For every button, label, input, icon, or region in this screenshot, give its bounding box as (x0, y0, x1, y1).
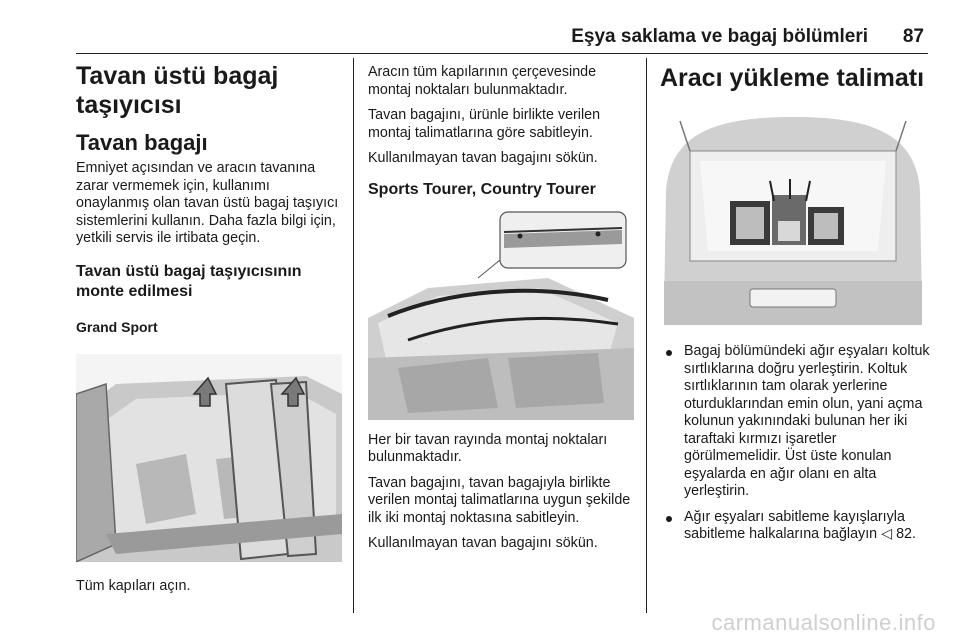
bullet-icon (666, 350, 672, 356)
paragraph: Kullanılmayan tavan bagajını sökün. (368, 535, 598, 551)
page-number: 87 (902, 26, 924, 47)
header-rule (76, 53, 928, 54)
loading-instructions-list (660, 343, 930, 544)
bullet-icon (666, 516, 672, 522)
roof-rail-illustration (368, 208, 634, 420)
subsection-title: Tavan bagajı (76, 130, 208, 155)
column-divider (353, 58, 354, 613)
paragraph: Aracın tüm kapılarının çerçevesinde montaj noktaları bulunmaktadır. (368, 64, 597, 98)
paragraph: Her bir tavan rayında montaj noktaları bulunmaktadır. (368, 431, 608, 465)
column-divider (646, 58, 647, 613)
model-heading: Grand Sport (76, 318, 158, 335)
watermark: carmanualsonline.info (711, 610, 936, 635)
list-item (660, 509, 930, 544)
column-2 (368, 58, 634, 561)
cargo-loading-illustration (660, 111, 926, 329)
section-title: Tavan üstü bagaj taşıyıcısı (76, 62, 279, 119)
column-3 (660, 58, 930, 552)
paragraph: Tavan bagajını, tavan bagajıyla birlikte verilen montaj talimatlarına uygun şekilde ilk iki montaj noktasına sabitleyin. (368, 474, 631, 526)
paragraph: Kullanılmayan tavan bagajını sökün. (368, 150, 598, 166)
list-item-text: Ağır eşyaları sabitleme kayışlarıyla sabitleme halkalarına bağlayın ◁ 82. (684, 508, 916, 542)
column-1 (76, 58, 342, 603)
page-header (76, 26, 928, 56)
list-item-text: Bagaj bölümündeki ağır eşyaları koltuk sırtlıklarına doğru yerleştirin. Koltuk sırtlıklarının tam olarak yerlerine oturduklarından emin olun, yani açma kolunun yakınındaki bulunan her iki taraftaki kırmızı işaretler görülmemelidir. Üst üste konulan eşyalarda en ağır olanı en alta yerleştirin. (684, 343, 930, 499)
model-heading: Sports Tourer, Country Tourer (368, 180, 596, 198)
list-item (660, 343, 930, 501)
figure-caption: Tüm kapıları açın. (76, 577, 191, 594)
intro-paragraph: Emniyet açısından ve aracın tavanına zarar vermemek için, kullanımı onaylanmış olan tavan üstü bagaj taşıyıcı sistemlerini kullanın. Daha fazla bilgi için, yetkili servis ile irtibata geçin. (76, 160, 339, 246)
section-title: Aracı yükleme talimatı (660, 64, 925, 92)
install-heading: Tavan üstü bagaj taşıyıcısının monte edilmesi (76, 262, 302, 300)
paragraph: Tavan bagajını, ürünle birlikte verilen montaj talimatlarına göre sabitleyin. (368, 107, 601, 141)
car-doors-open-illustration (76, 354, 342, 562)
header-title: Eşya saklama ve bagaj bölümleri (571, 26, 868, 47)
